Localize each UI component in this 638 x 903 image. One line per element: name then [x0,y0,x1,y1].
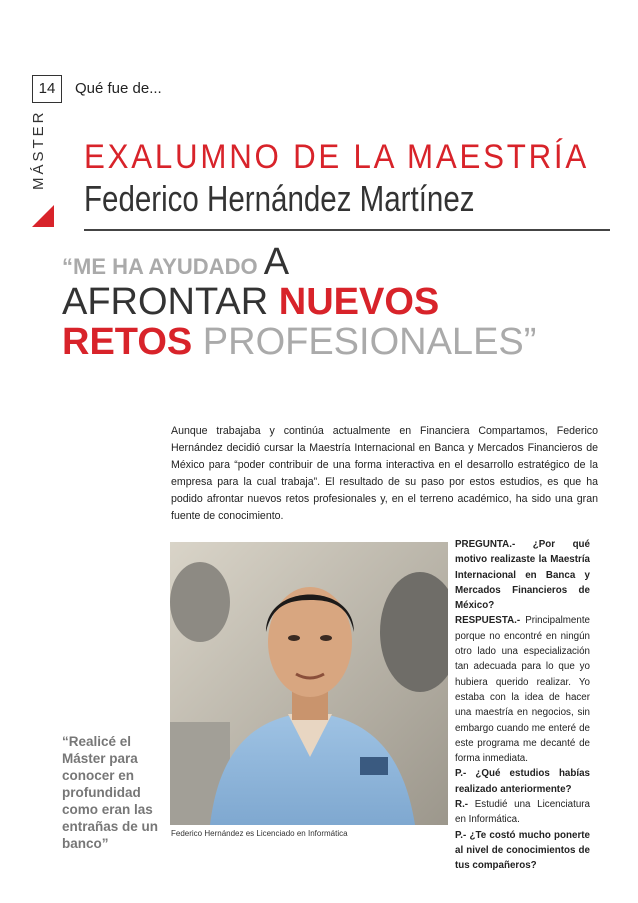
article-title: EXALUMNO DE LA MAESTRÍA [84,138,589,176]
question-text: ¿Te costó mucho ponerte al nivel de conocimientos de tus compañeros? [455,829,590,872]
quote-line-1 [62,243,622,281]
quote-part: RETOS [62,321,193,363]
photo-caption: Federico Hernández es Licenciado en Informática [171,829,348,838]
quote-part: NUEVOS [278,281,440,323]
pull-quote: “Realicé el Máster para conocer en profundidad como eran las entrañas de un banco” [62,734,159,851]
quote-part: A [263,241,290,283]
interview-column [455,537,590,874]
headline-quote [62,243,622,361]
quote-line-2 [62,283,622,321]
interview-question [455,766,590,797]
section-label: Qué fue de... [75,80,162,97]
person-name: Federico Hernández Martínez [84,178,475,219]
intro-paragraph: Aunque trabajaba y continúa actualmente en Financiera Compartamos, Federico Hernández decidió cursar la Maestría Internacional en Banca y Mercados Financieros de México para “poder contribuir de una forma interactiva en el desarrollo estratégico de la empresa para la cual trabaja”. El resultado de su paso por estos estudios, es que ha podido afrontar nuevos retos profesionales y, en el terreno académico, ha sido una gran fuente de conocimiento. [171,425,598,522]
question-text: ¿Por qué motivo realizaste la Maestría Internacional en Banca y Mercados Financieros de México? [455,539,590,612]
answer-label: R.- [455,799,469,811]
question-label: P.- [455,768,467,780]
answer-text: Estudié una Licenciatura en Informática. [455,799,590,826]
portrait-illustration [170,542,448,825]
quote-part: PROFESIONALES” [202,321,537,363]
question-text: ¿Qué estudios habías realizado anteriormente? [455,768,590,795]
question-label: P.- [455,829,467,841]
red-triangle-ornament [32,205,54,227]
quote-part: “ME HA AYUDADO [62,254,258,279]
interview-answer [455,613,590,766]
interview-answer [455,797,590,828]
quote-part: AFRONTAR [62,281,269,323]
page-number: 14 [32,75,62,103]
interview-question [455,537,590,613]
master-vertical-label: MÁSTER [30,109,47,190]
interview-question [455,828,590,874]
question-label: PREGUNTA.- [455,539,516,550]
answer-text: Principalmente porque no encontré en ningún otro lado una especialización tan adecuada para lo que yo hubiera querido realizar. Yo estaba con la idea de hacer una maestría en negocios, sin embargo cuando me enteré de este programa me decanté de forma inmediata. [455,615,590,765]
answer-label: RESPUESTA.- [455,615,521,627]
header-divider [84,229,610,231]
quote-line-3 [62,323,622,361]
portrait-photo [170,542,448,825]
